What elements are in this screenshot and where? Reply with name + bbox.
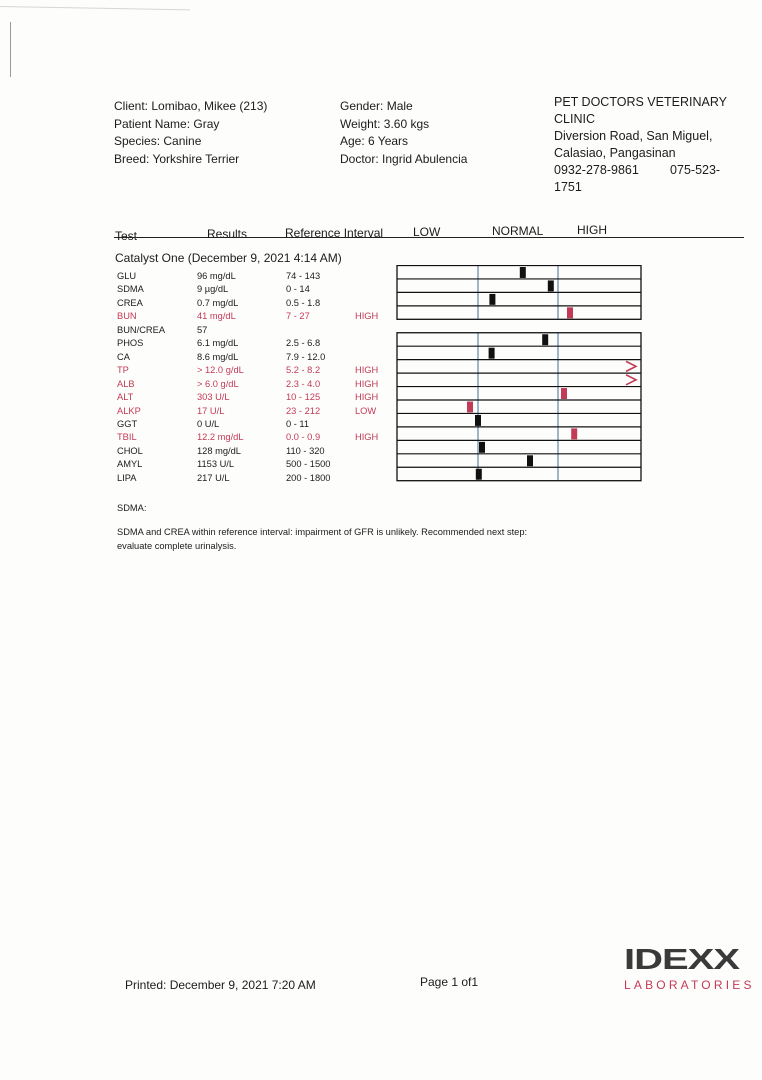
result-marker bbox=[542, 334, 548, 345]
test-name: CREA bbox=[117, 297, 143, 308]
header-low: LOW bbox=[413, 225, 441, 239]
test-name: CA bbox=[117, 351, 130, 362]
table-row bbox=[0, 310, 762, 323]
test-result: 0.7 mg/dL bbox=[197, 297, 239, 308]
clinic-address: Diversion Road, San Miguel, bbox=[554, 129, 713, 143]
section-title: Catalyst One (December 9, 2021 4:14 AM) bbox=[115, 251, 342, 265]
table-row bbox=[0, 351, 762, 364]
table-row bbox=[0, 324, 762, 337]
table-row bbox=[0, 391, 762, 404]
test-result: 217 U/L bbox=[197, 472, 230, 483]
weight: Weight: 3.60 kgs bbox=[340, 116, 430, 131]
reference-interval: 0.0 - 0.9 bbox=[286, 432, 321, 443]
off-scale-marker bbox=[626, 361, 636, 371]
result-flag: HIGH bbox=[355, 311, 379, 322]
test-result: > 12.0 g/dL bbox=[197, 365, 244, 376]
result-flag: HIGH bbox=[355, 432, 379, 443]
header-results: Results bbox=[207, 227, 248, 241]
result-marker bbox=[571, 428, 577, 439]
result-flag: HIGH bbox=[355, 378, 379, 389]
table-row bbox=[0, 364, 762, 377]
test-name: ALB bbox=[117, 378, 135, 389]
test-name: GGT bbox=[117, 418, 138, 429]
test-result: 128 mg/dL bbox=[197, 445, 241, 456]
result-marker bbox=[479, 442, 485, 453]
reference-interval: 74 - 143 bbox=[286, 271, 321, 281]
header-reference: Reference Interval bbox=[285, 226, 384, 240]
species: Species: Canine bbox=[114, 134, 202, 148]
header-high: HIGH bbox=[577, 223, 607, 237]
test-name: SDMA bbox=[117, 284, 144, 295]
table-row bbox=[0, 337, 762, 350]
test-name: CHOL bbox=[117, 445, 143, 456]
test-name: AMYL bbox=[117, 459, 143, 470]
test-result: 0 U/L bbox=[197, 418, 220, 429]
clinic-phone: 0932-278-9861 075-523- bbox=[554, 163, 721, 177]
header-rule bbox=[114, 237, 744, 238]
client-info-block bbox=[114, 98, 267, 168]
result-marker bbox=[476, 469, 482, 480]
test-result: 6.1 mg/dL bbox=[197, 338, 239, 349]
patient-info-block bbox=[340, 98, 467, 168]
result-marker bbox=[489, 294, 495, 305]
reference-interval: 5.2 - 8.2 bbox=[286, 365, 321, 376]
scan-mark bbox=[0, 6, 190, 10]
result-marker bbox=[548, 280, 554, 291]
test-result: 17 U/L bbox=[197, 405, 225, 416]
gender: Gender: Male bbox=[340, 99, 413, 113]
result-flag: HIGH bbox=[355, 365, 379, 376]
reference-interval: 23 - 212 bbox=[286, 405, 321, 416]
result-flag: HIGH bbox=[355, 392, 379, 403]
test-name: PHOS bbox=[117, 338, 144, 349]
reference-interval: 2.3 - 4.0 bbox=[286, 378, 321, 389]
clinic-info-block bbox=[554, 94, 739, 196]
test-name: TP bbox=[117, 365, 129, 376]
patient-name: Patient Name: Gray bbox=[114, 116, 220, 131]
table-row bbox=[0, 458, 762, 471]
test-result: 41 mg/dL bbox=[197, 311, 236, 322]
page-number: Page 1 of1 bbox=[420, 975, 479, 989]
notes-label: SDMA: bbox=[117, 503, 147, 513]
logo-word: IDEXX bbox=[624, 944, 740, 976]
clinic-city: Calasiao, Pangasinan bbox=[554, 146, 676, 160]
off-scale-marker bbox=[626, 375, 636, 385]
reference-interval: 0 - 11 bbox=[286, 418, 310, 429]
client-name: Client: Lomibao, Mikee (213) bbox=[114, 99, 268, 113]
scan-mark bbox=[10, 22, 11, 77]
test-result: 303 U/L bbox=[197, 392, 230, 403]
table-row bbox=[0, 431, 762, 444]
reference-interval: 7.9 - 12.0 bbox=[286, 351, 326, 362]
test-name: BUN/CREA bbox=[117, 324, 166, 335]
test-result: > 6.0 g/dL bbox=[197, 378, 239, 389]
result-marker bbox=[520, 267, 526, 278]
result-flag: LOW bbox=[355, 405, 377, 416]
test-result: 8.6 mg/dL bbox=[197, 351, 239, 362]
doctor: Doctor: Ingrid Abulencia bbox=[340, 151, 468, 166]
reference-interval: 2.5 - 6.8 bbox=[286, 338, 321, 349]
test-result: 12.2 mg/dL bbox=[197, 432, 244, 443]
test-name: ALKP bbox=[117, 405, 141, 416]
table-row bbox=[0, 283, 762, 296]
table-row bbox=[0, 472, 762, 485]
reference-interval: 0.5 - 1.8 bbox=[286, 297, 321, 308]
breed: Breed: Yorkshire Terrier bbox=[114, 151, 240, 166]
notes-line-1: SDMA and CREA within reference interval: impairment of GFR is unlikely. Recommended next step: bbox=[117, 527, 528, 537]
test-result: 1153 U/L bbox=[197, 459, 235, 470]
logo-subtitle: LABORATORIES bbox=[624, 978, 755, 992]
test-name: GLU bbox=[117, 271, 137, 281]
table-row bbox=[0, 405, 762, 418]
clinic-name: PET DOCTORS VETERINARY bbox=[554, 95, 727, 109]
printed-date: Printed: December 9, 2021 7:20 AM bbox=[125, 978, 316, 992]
reference-interval: 200 - 1800 bbox=[286, 472, 331, 483]
range-chart bbox=[396, 265, 646, 485]
test-name: LIPA bbox=[117, 472, 137, 483]
table-row bbox=[0, 297, 762, 310]
table-row bbox=[0, 270, 762, 283]
notes-line-2: evaluate complete urinalysis. bbox=[117, 541, 237, 551]
result-marker bbox=[561, 388, 567, 399]
result-marker bbox=[489, 348, 495, 359]
test-name: TBIL bbox=[117, 432, 137, 443]
test-name: ALT bbox=[117, 392, 134, 403]
clinic-name-cont: CLINIC bbox=[554, 112, 595, 126]
test-result: 9 µg/dL bbox=[197, 284, 229, 295]
result-marker bbox=[567, 307, 573, 318]
age: Age: 6 Years bbox=[340, 134, 409, 148]
reference-interval: 0 - 14 bbox=[286, 284, 310, 295]
table-row bbox=[0, 418, 762, 431]
test-result: 96 mg/dL bbox=[197, 271, 236, 281]
result-marker bbox=[475, 415, 481, 426]
reference-interval: 7 - 27 bbox=[286, 311, 310, 322]
result-marker bbox=[527, 455, 533, 466]
result-marker bbox=[467, 402, 473, 413]
clinic-phone-cont: 1751 bbox=[554, 180, 582, 194]
table-row bbox=[0, 378, 762, 391]
reference-interval: 10 - 125 bbox=[286, 392, 321, 403]
range-group-box bbox=[397, 333, 641, 481]
reference-interval: 110 - 320 bbox=[286, 445, 325, 456]
notes-text bbox=[117, 525, 527, 553]
idexx-logo bbox=[624, 944, 756, 996]
header-test: Test bbox=[115, 229, 138, 243]
test-result: 57 bbox=[197, 324, 208, 335]
table-row bbox=[0, 445, 762, 458]
test-name: BUN bbox=[117, 311, 137, 322]
reference-interval: 500 - 1500 bbox=[286, 459, 331, 470]
header-normal: NORMAL bbox=[492, 224, 544, 238]
